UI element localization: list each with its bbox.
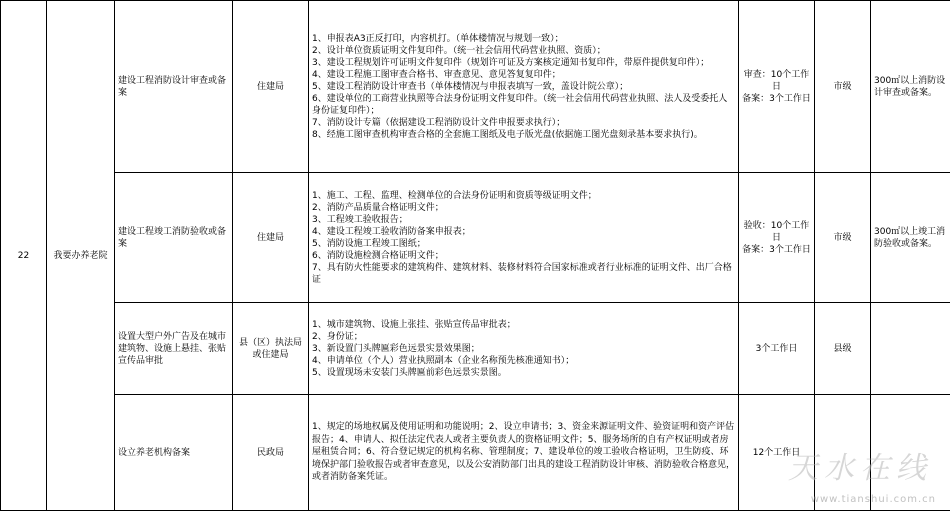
requirement-line: 1、城市建筑物、设施上张挂、张贴宣传品审批表； [312, 319, 516, 330]
requirement-line: 1、申报表A3正反打印，内容机打。（单体楼情况与规划一致）； [312, 33, 564, 44]
requirement-line: 3、新设置门头牌匾彩色远景实景效果图； [312, 343, 480, 354]
time-line: 备案：3个工作日 [742, 244, 811, 255]
category-cell: 我要办养老院 [47, 1, 115, 511]
item-requirements [309, 395, 739, 511]
item-remark: 300㎡以上竣工消防验收或备案。 [871, 173, 950, 303]
item-requirements [309, 303, 739, 395]
requirement-line: 6、建设单位的工商营业执照等合法身份证明文件复印件。（统一社会信用代码营业执照、法人及受委托人身份证复印件）； [312, 93, 728, 116]
item-requirements [309, 1, 739, 173]
requirement-line: 7、消防设计专篇（依据建设工程消防设计文件申报要求执行）； [312, 117, 566, 128]
item-requirements [309, 173, 739, 303]
table-row [1, 173, 950, 303]
requirement-line: 4、申请单位（个人）营业执照副本（企业名称预先核准通知书）； [312, 355, 575, 366]
requirement-line: 2、设计单位资质证明文件复印件。（统一社会信用代码营业执照、资质）； [312, 45, 606, 56]
requirement-line: 8、经施工图审查机构审查合格的全套施工图纸及电子版光盘(依据施工图光盘刻录基本要求执行)。 [312, 129, 703, 140]
time-line: 12个工作日 [752, 447, 801, 458]
item-time [739, 173, 815, 303]
requirement-line: 4、建设工程施工图审查合格书、审查意见、意见答复复印件； [312, 69, 561, 80]
item-name: 设立养老机构备案 [115, 395, 233, 511]
item-name: 建设工程竣工消防验收或备案 [115, 173, 233, 303]
item-department: 住建局 [233, 1, 309, 173]
time-line: 验收：10个工作日 [743, 220, 810, 243]
item-time [739, 1, 815, 173]
time-line: 备案：3个工作日 [742, 93, 811, 104]
time-line: 3个工作日 [755, 343, 798, 354]
item-level: 县级 [815, 303, 871, 395]
item-time [739, 303, 815, 395]
requirement-line: 5、消防设施工程竣工图纸； [312, 238, 426, 249]
watermark-url: www.tianshui.com.cn [810, 494, 936, 505]
requirement-line: 2、身份证； [312, 331, 363, 342]
item-department: 住建局 [233, 173, 309, 303]
requirement-line: 5、设置现场未安装门头牌匾前彩色远景实景图。 [312, 367, 507, 378]
table-row [1, 1, 950, 173]
item-department: 县（区）执法局或住建局 [233, 303, 309, 395]
requirement-line: 5、建设工程消防设计审查书（单体楼情况与申报表填写一致，盖设计院公章）； [312, 81, 629, 92]
requirement-line: 1、规定的场地权属及使用证明和功能说明；2、设立申请书；3、资金来源证明文件、验资证明和资产评估报告；4、申请人、拟任法定代表人或者主要负责人的资格证明文件；5、服务场所的自有产权证明或者房屋租赁合同；6、符合登记规定的机构名称、管理制度；7、建设单位的竣工验收合格证明，卫生防疫、环境保护部门验收报告或者审查意见，以及公安消防部门出具的建设工程消防设计审核、消防验收合格意见，或者消防备案凭证。 [312, 422, 736, 483]
item-level: 市级 [815, 173, 871, 303]
requirement-line: 6、消防设施检测合格证明文件； [312, 250, 444, 261]
item-remark: 300㎡以上消防设计审查或备案。 [871, 1, 950, 173]
requirement-line: 3、工程竣工验收报告； [312, 214, 408, 225]
time-line: 审查：10个工作日 [743, 69, 810, 92]
requirement-line: 4、建设工程竣工验收消防备案申报表； [312, 226, 471, 237]
table-row [1, 303, 950, 395]
item-name: 设置大型户外广告及在城市建筑物、设施上悬挂、张贴宣传品审批 [115, 303, 233, 395]
row-number: 22 [1, 1, 47, 511]
watermark-logo: 天水在线 [788, 451, 932, 486]
item-remark [871, 303, 950, 395]
item-department: 民政局 [233, 395, 309, 511]
requirement-line: 3、建设工程规划许可证明文件复印件（规划许可证及方案核定通知书复印件，带原件提供复印件）； [312, 57, 710, 68]
item-level: 市级 [815, 1, 871, 173]
requirement-line: 7、具有防火性能要求的建筑构件、建筑材料、装修材料符合国家标准或者行业标准的证明文件、出厂合格证 [312, 262, 732, 285]
requirement-line: 1、施工、工程、监理、检测单位的合法身份证明和资质等级证明文件； [312, 190, 597, 201]
item-name: 建设工程消防设计审查或备案 [115, 1, 233, 173]
requirement-line: 2、消防产品质量合格证明文件； [312, 202, 444, 213]
